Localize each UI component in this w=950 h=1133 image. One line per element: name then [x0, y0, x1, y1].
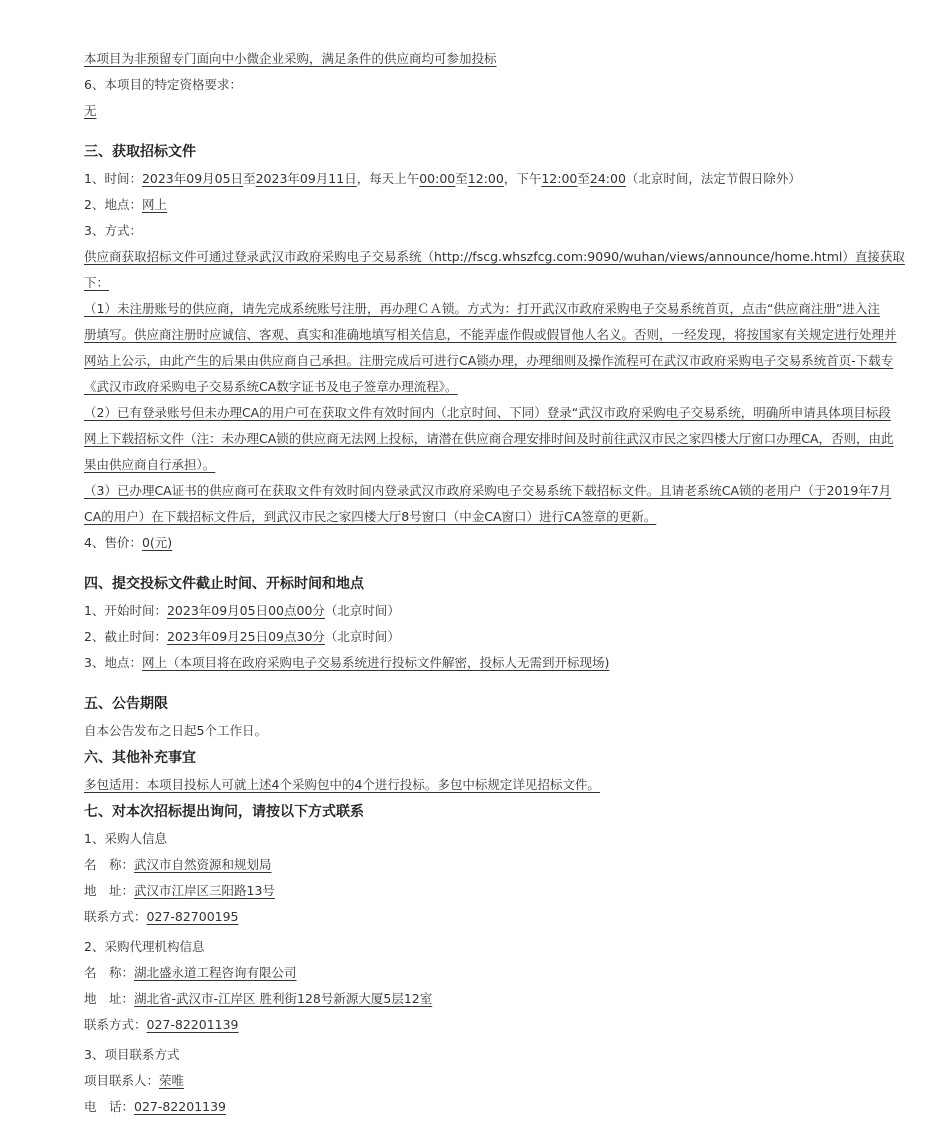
- acquire-method-label: 3、方式：: [84, 223, 142, 238]
- project-contact-heading: 3、项目联系方式: [84, 1047, 180, 1062]
- method-line: 供应商获取招标文件可通过登录武汉市政府采购电子交易系统（http://fscg.whszfcg.com:9090/wuhan/views/announce/home.html）直接获取: [84, 249, 905, 264]
- sme-note: 本项目为非预留专门面向中小微企业采购，满足条件的供应商均可参加投标: [84, 51, 497, 66]
- other-matters: 多包适用：本项目投标人可就上述4个采购包中的4个进行投标。多包中标规定详见招标文件。: [84, 777, 600, 792]
- price: 4、售价：0(元): [84, 535, 173, 550]
- agency-heading: 2、采购代理机构信息: [84, 939, 205, 954]
- project-contact-person: 项目联系人：荣唯: [84, 1073, 185, 1088]
- purchaser-address: 地 址：武汉市江岸区三阳路13号: [84, 883, 275, 898]
- bid-place: 3、地点：网上（本项目将在政府采购电子交易系统进行投标文件解密，投标人无需到开标现场): [84, 655, 610, 670]
- bid-end-time: 2、截止时间：2023年09月25日09点30分（北京时间）: [84, 629, 400, 644]
- agency-name: 名 称：湖北盛永道工程咨询有限公司: [84, 965, 297, 980]
- purchaser-name: 名 称：武汉市自然资源和规划局: [84, 857, 272, 872]
- purchaser-heading: 1、采购人信息: [84, 831, 167, 846]
- section-4-title: 四、提交投标文件截止时间、开标时间和地点: [84, 576, 364, 592]
- method-line: （3）已办理CA证书的供应商可在获取文件有效时间内登录武汉市政府采购电子交易系统下载招标文件。且请老系统CA锁的老用户（于2019年7月: [84, 483, 892, 498]
- acquire-place: 2、地点：网上: [84, 197, 167, 212]
- qualification-value: 无: [84, 103, 97, 118]
- method-line: 册填写。供应商注册时应诚信、客观、真实和准确地填写相关信息，不能弄虚作假或假冒他人名义。否则，一经发现，将按国家有关规定进行处理并: [84, 327, 897, 342]
- agency-contact: 联系方式：027-82201139: [84, 1017, 239, 1032]
- method-line: 网站上公示，由此产生的后果由供应商自己承担。注册完成后可进行CA锁办理，办理细则及操作流程可在武汉市政府采购电子交易系统首页-下载专: [84, 353, 894, 368]
- method-line: 网上下载招标文件（注：未办理CA锁的供应商无法网上投标，请潜在供应商合理安排时间及时前往武汉市民之家四楼大厅窗口办理CA，否则，由此: [84, 431, 894, 446]
- bid-start-time: 1、开始时间：2023年09月05日00点00分（北京时间）: [84, 603, 400, 618]
- acquire-time: 1、时间：2023年09月05日至2023年09月11日，每天上午00:00至12:00，下午12:00至24:00（北京时间，法定节假日除外）: [84, 171, 801, 186]
- method-line: 果由供应商自行承担）。: [84, 457, 216, 472]
- method-line: （2）已有登录账号但未办理CA的用户可在获取文件有效时间内（北京时间、下同）登录“武汉市政府采购电子交易系统，明确所申请具体项目标段: [84, 405, 891, 420]
- method-line: （1）未注册账号的供应商，请先完成系统账号注册，再办理ＣＡ锁。方式为：打开武汉市政府采购电子交易系统首页，点击“供应商注册”进入注: [84, 301, 880, 316]
- method-line: 《武汉市政府采购电子交易系统CA数字证书及电子签章办理流程》。: [84, 379, 458, 394]
- section-5-title: 五、公告期限: [84, 696, 168, 712]
- section-3-title: 三、获取招标文件: [84, 144, 196, 160]
- agency-address: 地 址：湖北省-武汉市-江岸区 胜利街128号新源大厦5层12室: [84, 991, 433, 1006]
- project-contact-phone: 电 话：027-82201139: [84, 1099, 227, 1114]
- purchaser-contact: 联系方式：027-82700195: [84, 909, 239, 924]
- section-7-title: 七、对本次招标提出询问，请按以下方式联系: [84, 804, 364, 820]
- method-line: CA的用户）在下载招标文件后，到武汉市民之家四楼大厅8号窗口（中金CA窗口）进行CA签章的更新。: [84, 509, 657, 524]
- notice-period: 自本公告发布之日起5个工作日。: [84, 723, 267, 738]
- qualification-label: 6、本项目的特定资格要求：: [84, 77, 242, 92]
- announcement-body: [84, 46, 907, 1120]
- section-6-title: 六、其他补充事宜: [84, 750, 196, 766]
- method-line: 下：: [84, 275, 110, 290]
